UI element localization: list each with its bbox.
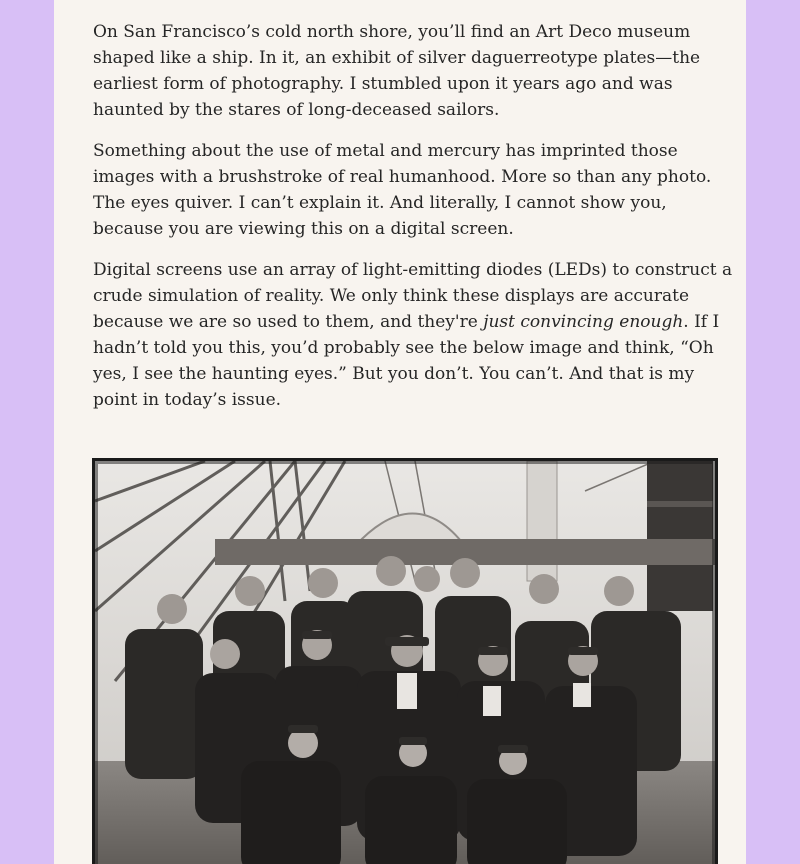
paragraph-text-end: . If I hadn’t told you this, you’d probably see the below image and think, “Oh yes, I see the haunting eyes.” But you don’t. You can’t. And that is my point in today’s issue. bbox=[93, 312, 720, 410]
paragraph-museum: On San Francisco’s cold north shore, you’ll find an Art Deco museum shaped like a ship. In it, an exhibit of silver daguerreotype plates—the earliest form of photography. I stumbled upon it years ago and was haunted by the stares of long-deceased sailors. bbox=[93, 22, 701, 120]
sailors-photo-illustration bbox=[95, 461, 715, 864]
paragraph-text-start: Digital screens use an array of light-emitting diodes (LEDs) to construct a crude simulation of reality. We only think these displays are accurate because we are so used to them, and they're bbox=[93, 260, 733, 332]
sailors-photograph bbox=[92, 458, 718, 864]
emphasis-text: just convincing enough bbox=[483, 312, 684, 332]
paragraph-daguerreotype: Something about the use of metal and mercury has imprinted those images with a brushstroke of real humanhood. More so than any photo. The eyes quiver. I can’t explain it. And literally, I cannot show you, because you are viewing this on a digital screen. bbox=[93, 141, 712, 239]
article-body bbox=[54, 0, 746, 864]
paragraph-digital-screens bbox=[93, 257, 733, 413]
